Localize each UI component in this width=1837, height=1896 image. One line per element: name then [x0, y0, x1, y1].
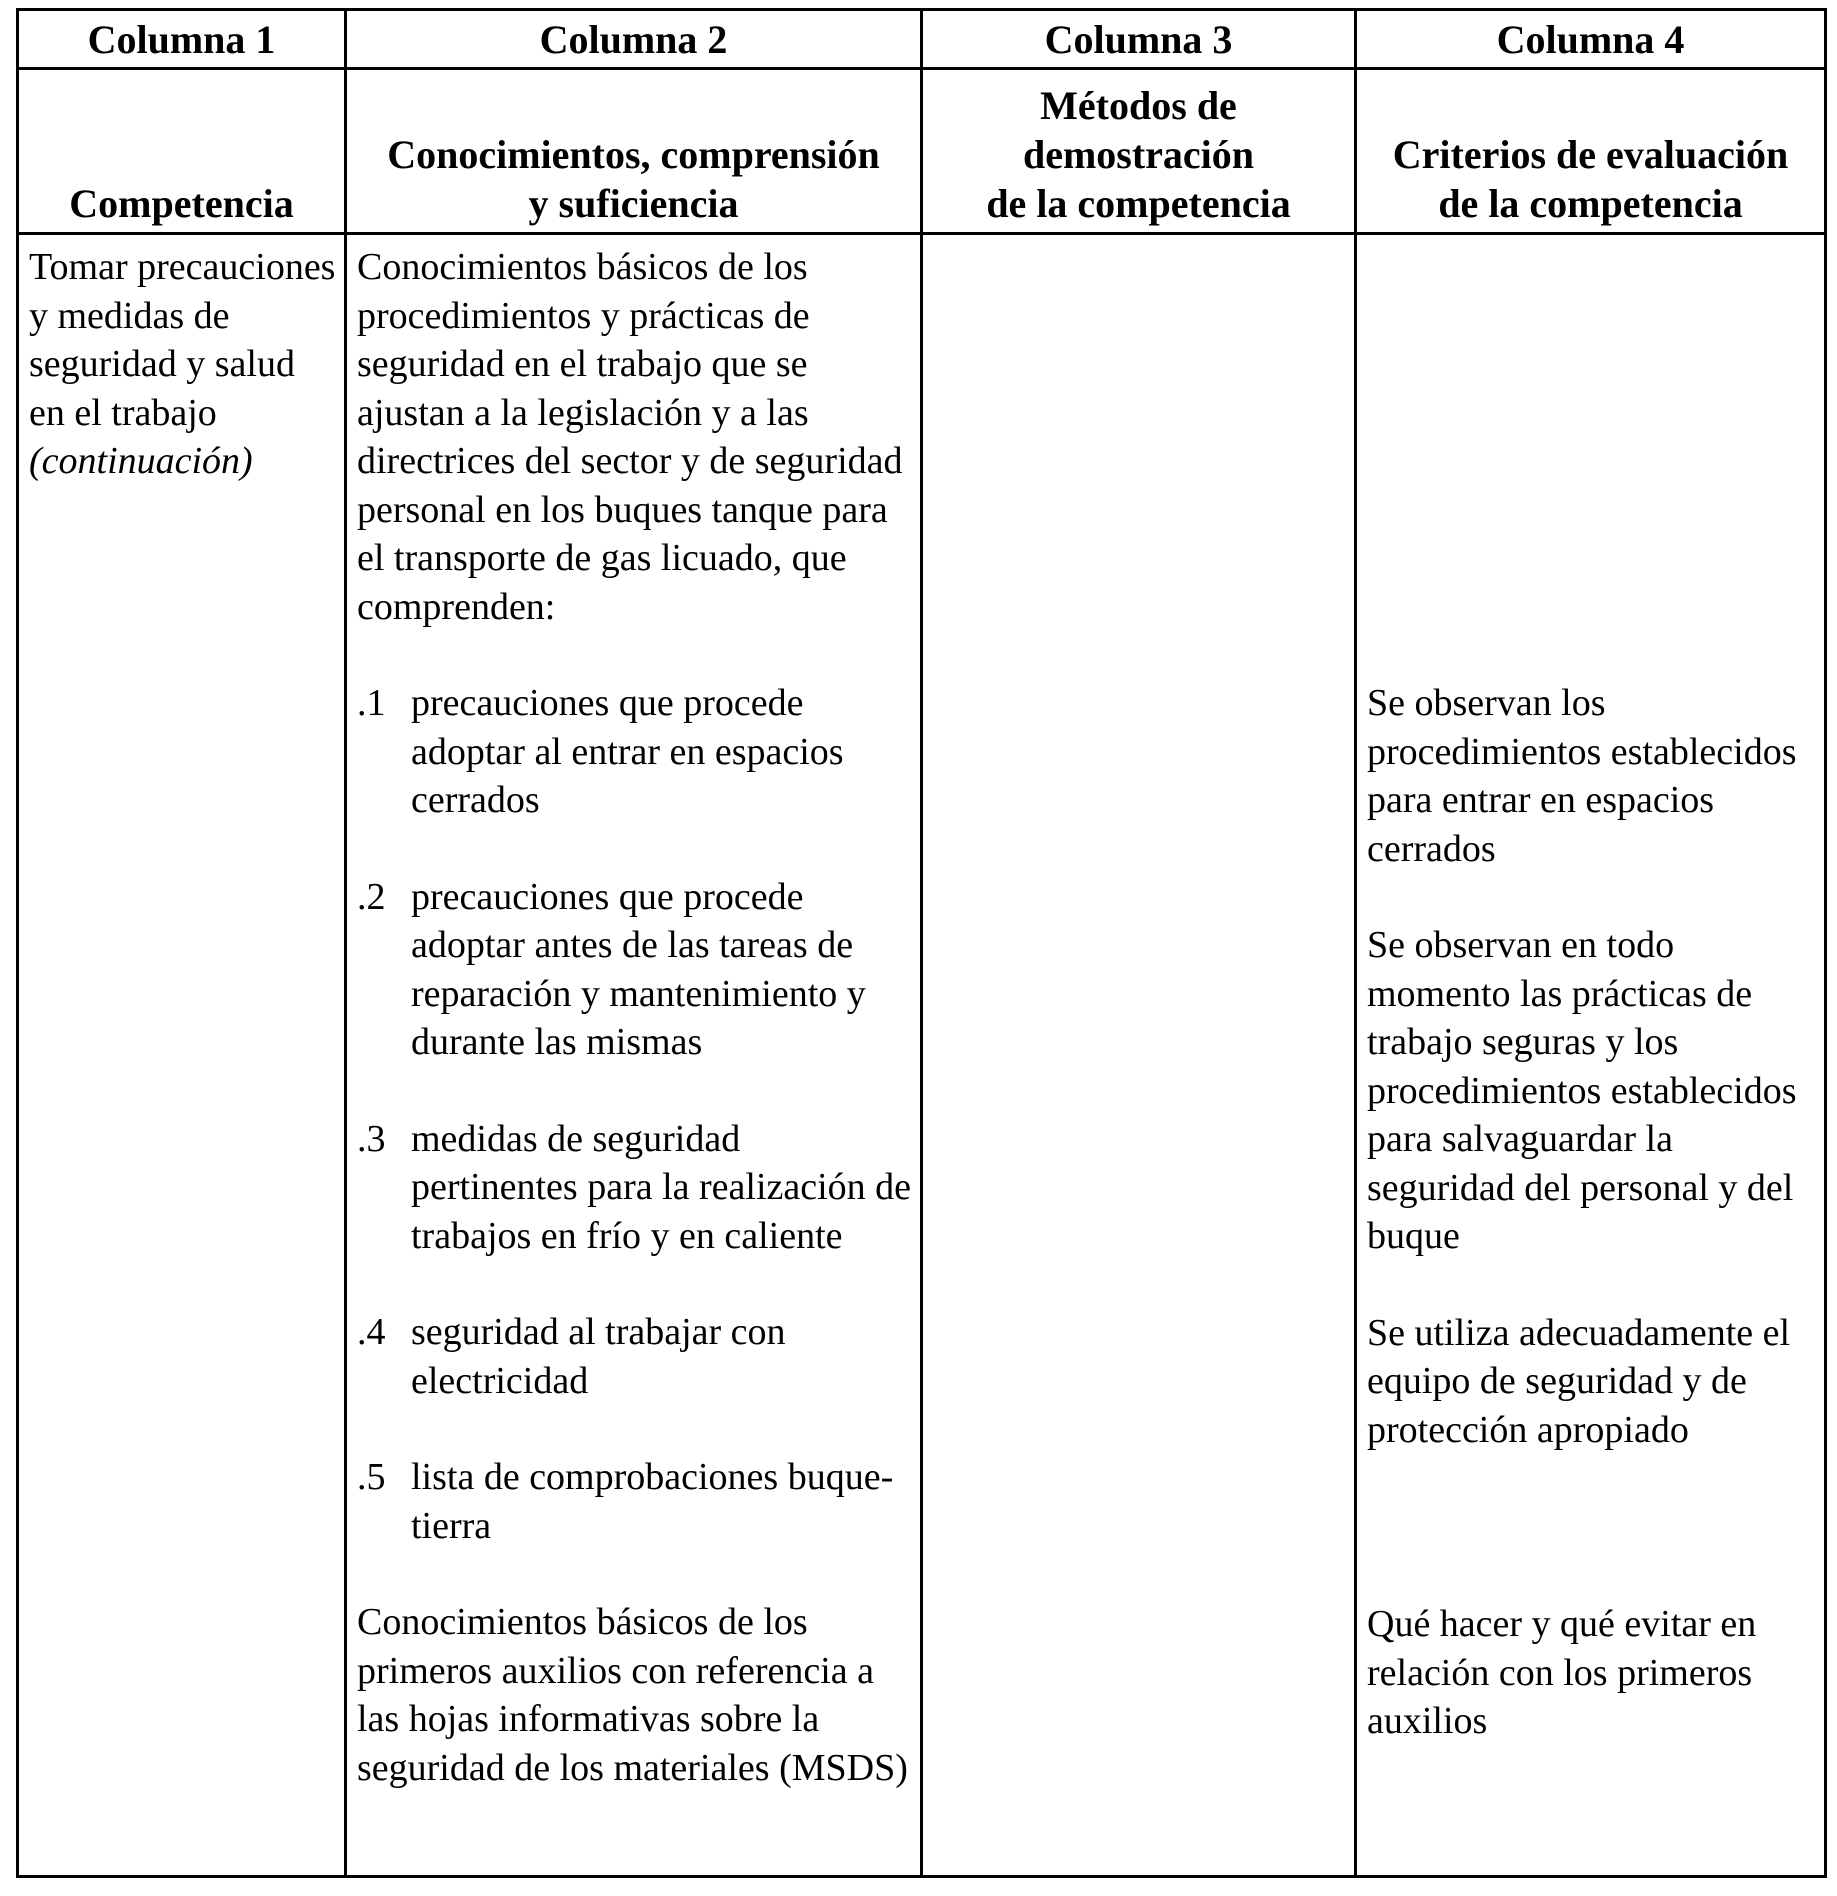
knowledge-item [357, 679, 912, 825]
column-3-header: Columna 3 [922, 10, 1356, 69]
column-title-row [18, 69, 1826, 234]
knowledge-heading [346, 69, 922, 234]
spacer [1367, 243, 1816, 679]
knowledge-item [357, 1308, 912, 1405]
criterion: Se utiliza adecuadamente el equipo de seguridad y de protección apropiado [1367, 1311, 1791, 1451]
criteria-heading-line: de la competencia [1438, 181, 1743, 226]
competence-text: Tomar precauciones y medidas de seguridad y salud en el trabajo [29, 246, 336, 434]
column-1-header: Columna 1 [18, 10, 346, 69]
content-row [18, 234, 1826, 1877]
knowledge-cell [346, 234, 922, 1877]
spacer [1367, 873, 1816, 921]
competence-heading-line: Competencia [69, 181, 294, 226]
item-text: seguridad al trabajar con electricidad [411, 1311, 786, 1402]
item-text: precauciones que procede adoptar antes de las tareas de reparación y mantenimiento y durante las mismas [411, 875, 866, 1063]
criteria-heading-line: Criterios de evaluación [1392, 132, 1789, 177]
knowledge-intro: Conocimientos básicos de los procedimientos y prácticas de seguridad en el trabajo que se ajustan a la legislación y a las directrices del sector y de seguridad personal en los buques tanque para el transporte de gas licuado, que comprenden: [357, 246, 903, 628]
methods-heading-line: Métodos de [1040, 83, 1237, 128]
competence-heading [18, 69, 346, 234]
methods-heading [922, 69, 1356, 234]
item-text: lista de comprobaciones buque-tierra [411, 1456, 894, 1547]
criterion: Se observan los procedimientos establecidos para entrar en espacios cerrados [1367, 682, 1797, 870]
item-number: .5 [357, 1456, 386, 1498]
spacer [1367, 1454, 1816, 1600]
methods-heading-line: de la competencia [986, 181, 1291, 226]
criterion: Qué hacer y qué evitar en relación con los primeros auxilios [1367, 1603, 1757, 1742]
column-2-header: Columna 2 [346, 10, 922, 69]
item-number: .2 [357, 875, 386, 918]
knowledge-item [357, 1115, 912, 1261]
knowledge-item [357, 873, 912, 1067]
knowledge-heading-line: Conocimientos, comprensión [387, 132, 880, 177]
methods-cell [922, 234, 1356, 1877]
column-4-header: Columna 4 [1356, 10, 1826, 69]
item-text: precauciones que procede adoptar al entrar en espacios cerrados [411, 682, 844, 821]
column-number-row [18, 10, 1826, 69]
criteria-cell [1356, 234, 1826, 1877]
criteria-heading [1356, 69, 1826, 234]
criterion: Se observan en todo momento las prácticas de trabajo seguras y los procedimientos establecidos para salvaguardar la seguridad del personal y del buque [1367, 924, 1797, 1257]
item-number: .1 [357, 682, 386, 724]
continuation-note: (continuación) [29, 440, 253, 482]
item-number: .4 [357, 1311, 386, 1353]
item-number: .3 [357, 1117, 386, 1160]
methods-heading-line: demostración [1022, 132, 1255, 177]
knowledge-item [357, 1453, 912, 1550]
competence-cell [18, 234, 346, 1877]
competence-table [16, 8, 1827, 1878]
knowledge-heading-line: y suficiencia [528, 181, 739, 226]
item-text: medidas de seguridad pertinentes para la realización de trabajos en frío y en caliente [411, 1117, 912, 1257]
first-aid-knowledge: Conocimientos básicos de los primeros auxilios con referencia a las hojas informativas sobre la seguridad de los materiales (MSDS) [357, 1601, 908, 1789]
spacer [1367, 1261, 1816, 1309]
